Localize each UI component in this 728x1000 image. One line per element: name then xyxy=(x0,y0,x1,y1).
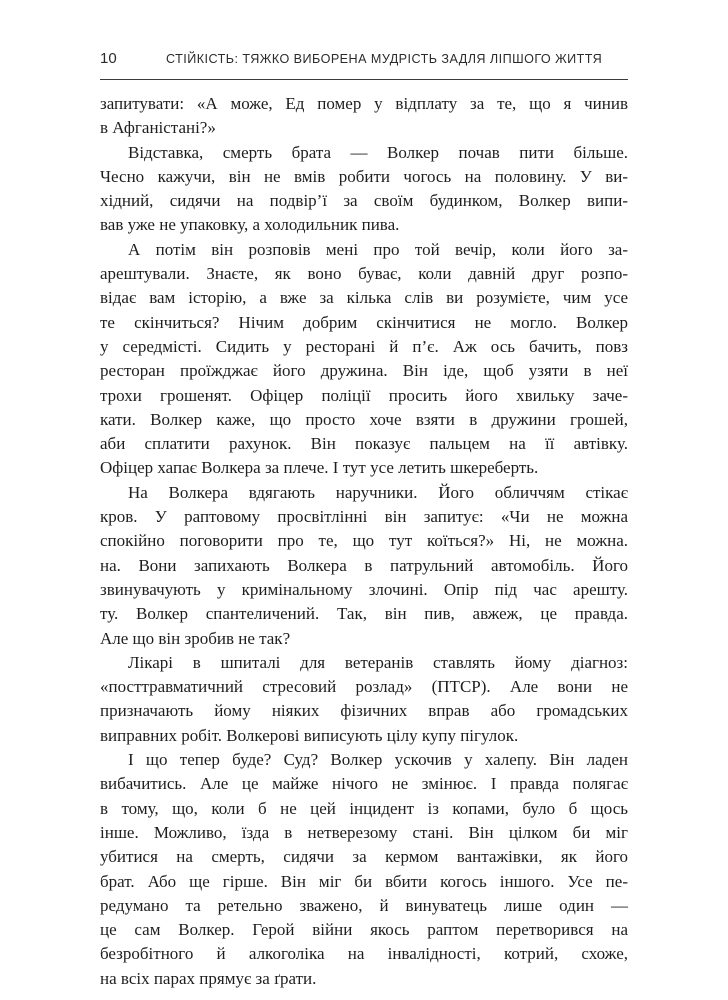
text-line: на всіх парах прямує за ґрати. xyxy=(100,968,317,988)
text-line: звинувачують у кримінальному злочині. Опір під час арешту. xyxy=(100,579,628,599)
text-line: вав уже не упаковку, а холодильник пива. xyxy=(100,215,400,235)
text-line: спокійно поговорити про те, що тут коїться?» Ні, не можна. xyxy=(100,531,628,551)
text-line: ресторан проїжджає його дружина. Він іде, щоб узяти в неї xyxy=(100,361,628,381)
text-line: кати. Волкер каже, що просто хоче взяти в дружини грошей, xyxy=(100,409,628,429)
page-number: 10 xyxy=(100,50,117,67)
text-line: Але що він зробив не так? xyxy=(100,628,291,648)
page-header xyxy=(100,50,628,74)
running-title: СТІЙКІСТЬ: ТЯЖКО ВИБОРЕНА МУДРІСТЬ ЗАДЛЯ ЛІПШОГО ЖИТТЯ xyxy=(166,52,603,66)
text-line: це сам Волкер. Герой війни якось раптом перетворився на xyxy=(100,920,628,940)
text-line: в Афганістані?» xyxy=(100,118,216,138)
text-line: інше. Можливо, їзда в нетверезому стані. Він цілком би міг xyxy=(100,822,628,842)
text-line: те скінчиться? Нічим добрим скінчитися не могло. Волкер xyxy=(100,312,628,332)
text-line: «посттравматичний стресовий розлад» (ПТСР). Але вони не xyxy=(100,677,628,697)
text-line: кров. У раптовому просвітлінні він запитує: «Чи не можна xyxy=(100,507,628,527)
text-line: Чесно кажучи, він не вмів робити чогось на половину. У ви- xyxy=(100,166,628,186)
header-rule xyxy=(100,79,628,80)
text-line: аби сплатити рахунок. Він показує пальцем на її автівку. xyxy=(100,434,628,454)
text-line: вибачитись. Але це майже нічого не змінює. І правда полягає xyxy=(100,774,628,794)
body-text xyxy=(100,92,628,991)
text-line: Лікарі в шпиталі для ветеранів ставлять йому діагноз: xyxy=(128,652,628,672)
text-line: виправних робіт. Волкерові виписують цілу купу пігулок. xyxy=(100,725,519,745)
text-line: в тому, що, коли б не цей інцидент із копами, було б щось xyxy=(100,798,628,818)
text-line: ту. Волкер спантеличений. Так, він пив, авжеж, це правда. xyxy=(100,604,628,624)
text-line: призначають йому ніяких фізичних вправ або громадських xyxy=(100,701,628,721)
text-line: арештували. Знаєте, як воно буває, коли давній друг розпо- xyxy=(100,264,628,284)
text-line: На Волкера вдягають наручники. Його обличчям стікає xyxy=(128,482,628,502)
text-line: брат. Або ще гірше. Він міг би вбити когось іншого. Усе пе- xyxy=(100,871,628,891)
text-line: запитувати: «А може, Ед помер у відплату за те, що я чинив xyxy=(100,94,628,113)
text-line: безробітного й алкоголіка на інвалідності, котрий, схоже, xyxy=(100,944,628,964)
text-line: у середмісті. Сидить у ресторані й п’є. Аж ось бачить, повз xyxy=(100,336,628,356)
text-line: на. Вони запихають Волкера в патрульний автомобіль. Його xyxy=(100,555,628,575)
text-line: І що тепер буде? Суд? Волкер ускочив у халепу. Він ладен xyxy=(128,750,628,770)
text-line: хідний, сидячи на подвір’ї за своїм будинком, Волкер випи- xyxy=(100,191,628,211)
text-line: трохи грошенят. Офіцер поліції просить його хвильку заче- xyxy=(100,385,628,405)
text-line: відає вам історію, а вже за кілька слів ви розумієте, чим усе xyxy=(100,288,628,308)
text-line: убитися на смерть, сидячи за кермом вантажівки, як його xyxy=(100,847,628,867)
text-line: Офіцер хапає Волкера за плече. І тут усе летить шкереберть. xyxy=(100,458,539,478)
text-line: Відставка, смерть брата — Волкер почав пити більше. xyxy=(128,142,628,162)
text-line: редумано та ретельно зважено, й винуватець лише один — xyxy=(100,895,628,915)
text-line: А потім він розповів мені про той вечір, коли його за- xyxy=(128,239,628,259)
